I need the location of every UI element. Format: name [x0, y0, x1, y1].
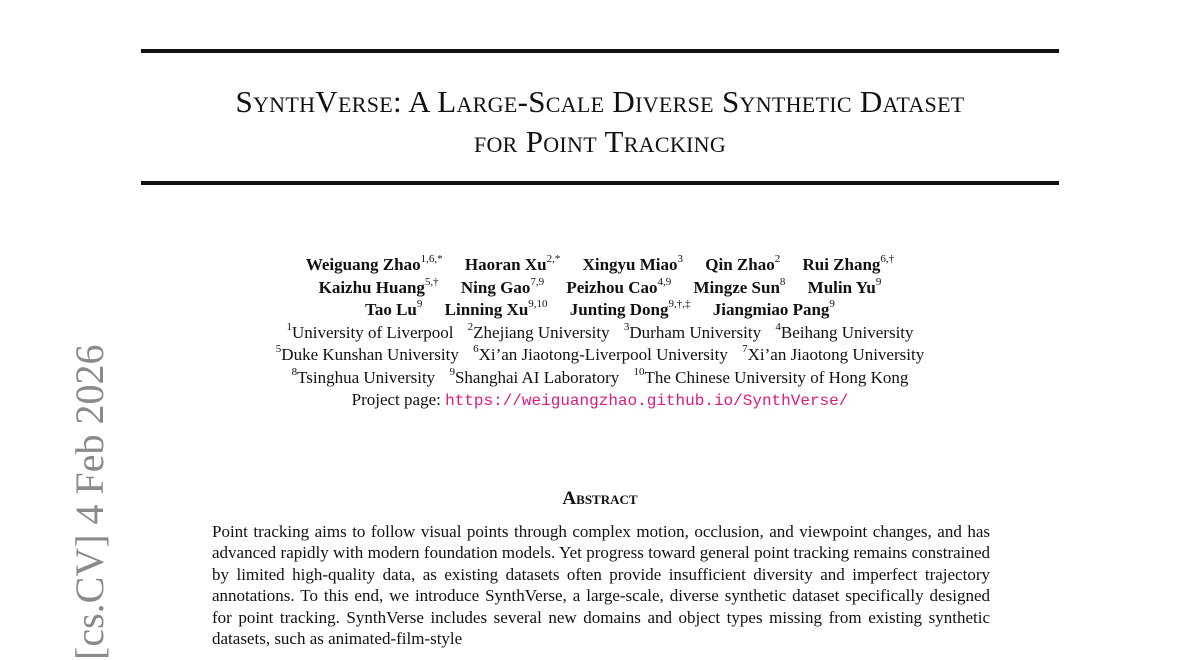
author-line-3 — [141, 299, 1059, 322]
affiliation: Duke Kunshan University — [281, 345, 459, 364]
author-sup: 4,9 — [657, 275, 672, 288]
author-name: Rui Zhang — [802, 255, 881, 274]
affiliation: Durham University — [629, 322, 762, 342]
author-sup: 5,† — [424, 275, 439, 288]
author-block — [141, 254, 1059, 413]
arxiv-stamp-text: [cs.CV] 4 Feb 2026 — [67, 344, 112, 660]
affiliation: Tsinghua University — [297, 367, 436, 387]
author-name: Xingyu Miao — [582, 255, 678, 274]
author-sup: 2 — [774, 253, 781, 266]
author-sup: 9 — [829, 298, 835, 311]
affiliation: Shanghai AI Laboratory — [454, 367, 620, 387]
author-name: Haoran Xu — [464, 255, 547, 274]
author-sup: 6,† — [880, 253, 895, 266]
affiliation: Zhejiang University — [473, 322, 610, 342]
author-name: Mingze Sun — [693, 277, 780, 297]
title-rule-top — [141, 49, 1059, 53]
abstract-text: Point tracking aims to follow visual points through complex motion, occlusion, and viewpoint changes, and has advanced rapidly with modern foundation models. Yet progress toward general point tracking remains constrained by limited high-quality data, as existing datasets often provide insufficient diversity and imperfect trajectory annotations. To this end, we introduce SynthVerse, a large-scale, diverse synthetic dataset specifically designed for point tracking. SynthVerse includes several new domains and object types missing from existing synthetic datasets, such as animated-film-style — [212, 522, 990, 649]
author-sup: 9 — [875, 275, 882, 288]
abstract-heading: Abstract — [562, 488, 638, 509]
affil-sup: 9 — [449, 365, 455, 378]
affil-sup: 5 — [275, 343, 282, 356]
affiliation-line-2 — [141, 344, 1059, 367]
author-sup: 9 — [416, 298, 423, 311]
author-name: Mulin Yu — [807, 277, 876, 297]
title-rule-bottom — [141, 181, 1059, 185]
affil-sup: 2 — [467, 320, 474, 333]
affil-sup: 1 — [286, 320, 292, 333]
author-sup: 1,6,* — [420, 253, 443, 266]
author-name: Ning Gao — [460, 277, 531, 297]
affiliation-line-3 — [141, 367, 1059, 390]
affiliation: Beihang University — [780, 322, 914, 342]
author-sup: 7,9 — [530, 275, 545, 288]
affiliation: The Chinese University of Hong Kong — [644, 367, 909, 387]
author-sup: 2,* — [546, 253, 561, 266]
affil-sup: 10 — [633, 365, 645, 378]
author-name: Jiangmiao Pang — [712, 300, 830, 319]
author-line-2 — [141, 277, 1059, 300]
author-name: Linning Xu — [444, 300, 529, 319]
author-name: Qin Zhao — [705, 255, 775, 274]
paper-title — [141, 82, 1059, 162]
affil-sup: 4 — [775, 320, 781, 333]
author-name: Weiguang Zhao — [305, 255, 421, 274]
affiliation: Xi’an Jiaotong-Liverpool University — [478, 345, 728, 364]
affiliation-line-1 — [141, 322, 1059, 345]
author-sup: 9,10 — [528, 298, 548, 311]
author-name: Junting Dong — [569, 300, 669, 319]
title-line-1: SynthVerse: A Large-Scale Diverse Synthetic Dataset — [235, 84, 965, 119]
author-sup: 9,†,‡ — [668, 298, 691, 311]
affiliation: Xi’an Jiaotong University — [747, 345, 925, 364]
author-line-1 — [141, 254, 1059, 277]
author-sup: 8 — [779, 275, 786, 288]
affil-sup: 3 — [623, 320, 630, 333]
project-page-label: Project page: — [351, 390, 441, 409]
author-name: Tao Lu — [365, 300, 417, 319]
title-line-2: for Point Tracking — [473, 124, 727, 159]
affil-sup: 8 — [291, 365, 298, 378]
project-page-line — [141, 389, 1059, 413]
project-page-link[interactable]: https://weiguangzhao.github.io/SynthVerse/ — [445, 392, 849, 410]
affil-sup: 7 — [742, 343, 748, 356]
author-name: Kaizhu Huang — [318, 277, 425, 297]
arxiv-stamp — [24, 340, 112, 660]
affiliation: University of Liverpool — [291, 322, 454, 342]
author-name: Peizhou Cao — [566, 277, 658, 297]
author-sup: 3 — [677, 253, 684, 266]
affil-sup: 6 — [473, 343, 479, 356]
